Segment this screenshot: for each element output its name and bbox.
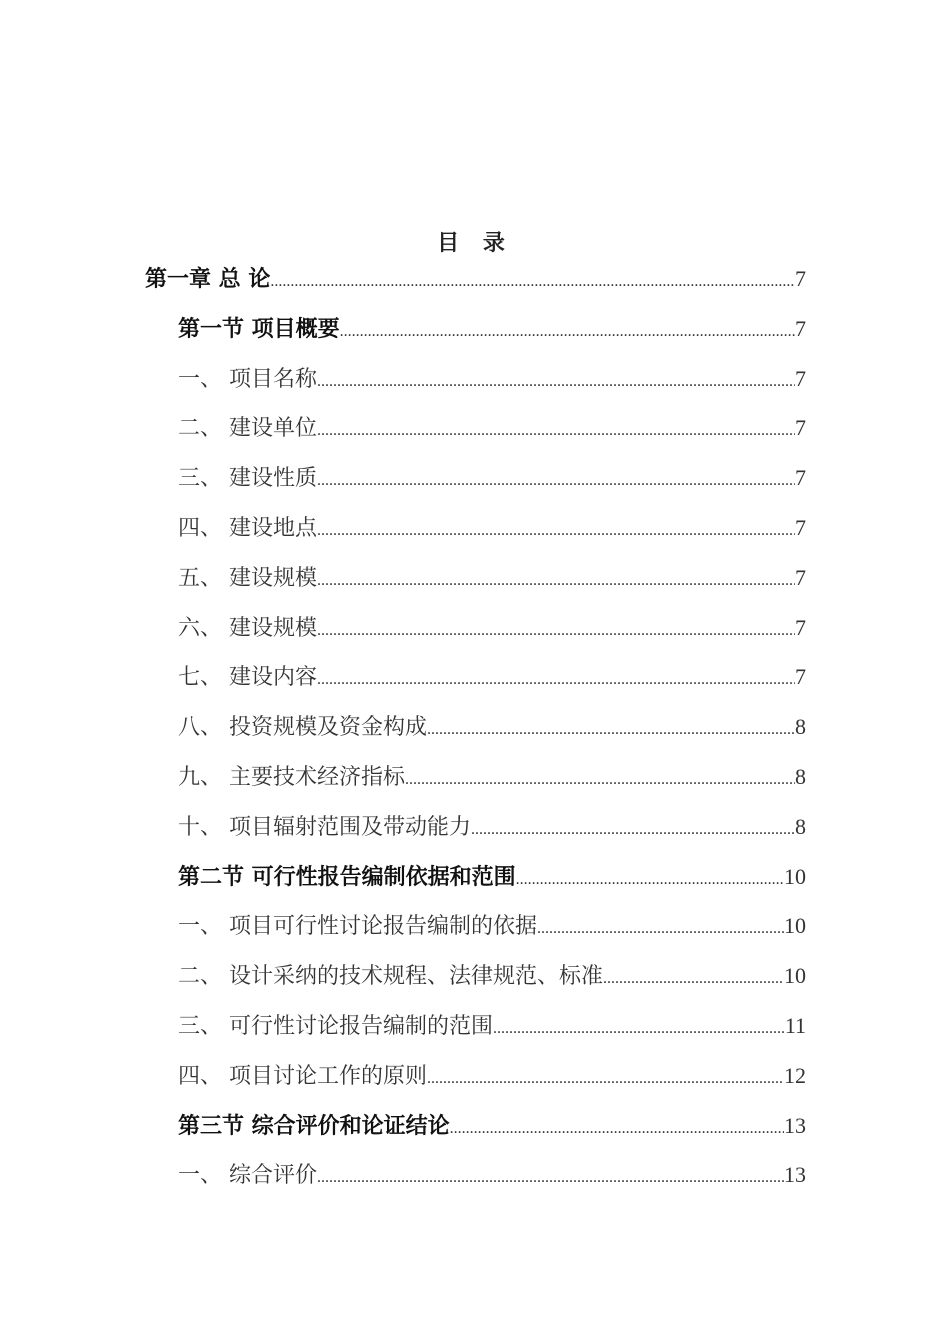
toc-entry-label: 五、 建设规模 — [178, 565, 317, 591]
toc-entry-page-number: 10 — [784, 863, 806, 889]
toc-dot-leader — [537, 909, 784, 949]
toc-entry-item[interactable] — [178, 707, 806, 747]
toc-entry-page-number: 7 — [795, 465, 806, 491]
toc-title: 目 录 — [437, 231, 513, 256]
toc-dot-leader — [317, 660, 795, 700]
toc-entry-page-number: 10 — [784, 913, 806, 939]
toc-dot-leader — [427, 710, 795, 750]
toc-entry-item[interactable] — [178, 408, 806, 448]
toc-entry-item[interactable] — [178, 807, 806, 847]
toc-dot-leader — [317, 1158, 784, 1198]
toc-entry-label: 第三节 综合评价和论证结论 — [178, 1113, 450, 1139]
toc-entry-item[interactable] — [178, 508, 806, 548]
toc-entry-chapter[interactable] — [145, 259, 806, 299]
toc-entry-section[interactable] — [178, 1106, 806, 1146]
toc-entry-page-number: 10 — [784, 963, 806, 989]
toc-dot-leader — [450, 1109, 784, 1149]
toc-entry-label: 一、 项目可行性讨论报告编制的依据 — [178, 914, 537, 940]
toc-entry-page-number: 7 — [795, 266, 806, 291]
toc-entry-item[interactable] — [178, 608, 806, 648]
toc-entry-item[interactable] — [178, 956, 806, 996]
toc-entry-label: 三、 建设性质 — [178, 466, 317, 492]
toc-entry-page-number: 12 — [784, 1062, 806, 1088]
toc-entry-label: 一、 项目名称 — [178, 366, 317, 392]
toc-entry-page-number: 8 — [795, 714, 806, 740]
toc-entry-page-number: 7 — [795, 664, 806, 690]
toc-entry-label: 八、 投资规模及资金构成 — [178, 715, 427, 741]
toc-entry-item[interactable] — [178, 458, 806, 498]
toc-dot-leader — [340, 312, 795, 352]
toc-entry-label: 一、 综合评价 — [178, 1163, 317, 1189]
toc-entry-item[interactable] — [178, 1006, 806, 1046]
toc-entry-page-number: 7 — [795, 415, 806, 441]
toc-entry-item[interactable] — [178, 359, 806, 399]
toc-dot-leader — [317, 362, 795, 402]
toc-dot-leader — [493, 1009, 785, 1049]
toc-entry-page-number: 7 — [795, 315, 806, 341]
toc-entry-page-number: 7 — [795, 515, 806, 540]
toc-dot-leader — [317, 461, 795, 501]
toc-dot-leader — [317, 561, 795, 601]
toc-entry-item[interactable] — [178, 1056, 806, 1096]
toc-entry-label: 十、 项目辐射范围及带动能力 — [178, 814, 471, 840]
toc-dot-leader — [516, 860, 784, 900]
toc-entry-page-number: 13 — [784, 1112, 806, 1138]
toc-entry-label: 第一节 项目概要 — [178, 316, 340, 342]
toc-entry-page-number: 7 — [795, 365, 806, 391]
toc-entry-label: 二、 建设单位 — [178, 416, 317, 442]
toc-dot-leader — [471, 810, 795, 850]
toc-entry-page-number: 7 — [795, 564, 806, 590]
toc-entry-item[interactable] — [178, 757, 806, 797]
toc-dot-leader — [405, 760, 795, 800]
toc-entry-item[interactable] — [178, 906, 806, 946]
toc-entry-page-number: 11 — [784, 1013, 806, 1038]
toc-entry-page-number: 13 — [784, 1162, 806, 1188]
toc-entry-page-number: 8 — [795, 764, 806, 789]
toc-entry-label: 三、 可行性讨论报告编制的范围 — [178, 1014, 493, 1039]
toc-entry-label: 四、 项目讨论工作的原则 — [178, 1063, 427, 1089]
toc-entry-label: 六、 建设规模 — [178, 615, 317, 641]
toc-dot-leader — [603, 959, 784, 999]
toc-entry-label: 第一章 总 论 — [145, 267, 271, 292]
toc-entry-item[interactable] — [178, 657, 806, 697]
toc-entry-page-number: 7 — [795, 614, 806, 640]
toc-dot-leader — [270, 262, 795, 302]
toc-entry-page-number: 8 — [795, 813, 806, 839]
toc-entry-section[interactable] — [178, 857, 806, 897]
toc-entry-label: 第二节 可行性报告编制依据和范围 — [178, 864, 516, 890]
toc-dot-leader — [317, 511, 795, 551]
toc-entry-item[interactable] — [178, 1155, 806, 1195]
toc-entry-label: 四、 建设地点 — [178, 516, 317, 541]
toc-entry-label: 二、 设计采纳的技术规程、法律规范、标准 — [178, 964, 603, 990]
toc-dot-leader — [317, 611, 795, 651]
toc-entry-label: 七、 建设内容 — [178, 665, 317, 691]
toc-dot-leader — [427, 1059, 784, 1099]
toc-entry-label: 九、 主要技术经济指标 — [178, 765, 405, 790]
toc-entry-item[interactable] — [178, 558, 806, 598]
toc-dot-leader — [317, 411, 795, 451]
toc-entry-section[interactable] — [178, 309, 806, 349]
